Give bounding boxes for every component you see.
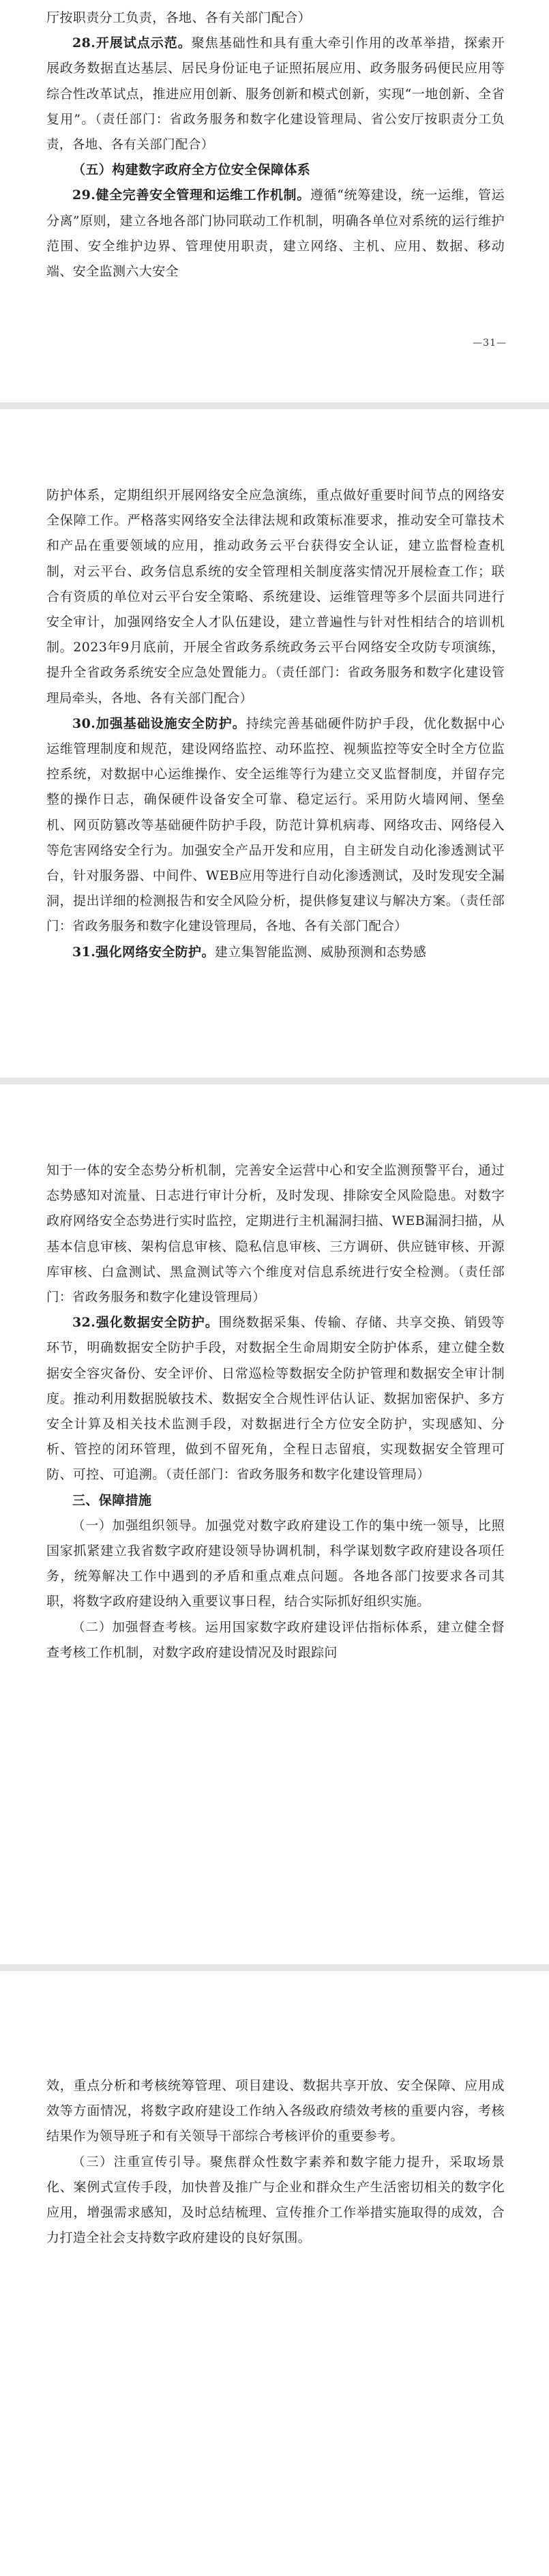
- paragraph-safeguard-1: （一）加强组织领导。加强党对数字政府建设工作的集中统一领导，比照国家抓紧建立我省数字政府建设领导协调机制，科学谋划数字政府建设各项任务，统筹解决工作中遇到的矛盾和重点难点问题。各地各部门按要求各司其职，将数字政府建设纳入重要议事日程，结合实际抓好组织实施。: [46, 1518, 505, 1610]
- item-lead: 30.加强基础设施安全防护。: [72, 715, 246, 731]
- paragraph-item-28: 28.开展试点示范。聚焦基础性和具有重大牵引作用的改革举措，探索开展政务数据直达基层、居民身份证电子证照拓展应用、政务服务码便民应用等综合性改革试点，推进应用创新、服务创新和模式创新，实现“一地创新、全省复用”。（责任部门：省政务服务和数字化建设管理局、省公安厅按职责分工负责，各地、各有关部门配合）: [46, 35, 505, 153]
- item-lead: 29.健全完善安全管理和运维工作机制。: [72, 188, 310, 203]
- page-number: —31—: [473, 338, 507, 349]
- document-page-34: [0, 1971, 549, 2576]
- responsibility-note: （责任部门：省政务服务和数字化建设管理局牵头，各地、各有关部门配合）: [46, 666, 505, 706]
- page-body: [46, 5, 505, 284]
- paragraph-continuation: 厅按职责分工负责，各地、各有关部门配合）: [46, 10, 312, 25]
- paragraph-item-30: 30.加强基础设施安全防护。持续完善基础硬件防护手段，优化数据中心运维管理制度和规范，建设网络监控、动环监控、视频监控等安全时全方位监控系统，对数据中心运维操作、安全运维等行为建立交叉监督制度，并留存完整的操作日志，确保硬件设备安全可靠、稳定运行。采用防火墙网闸、堡垒机、网页防篡改等基础硬件防护手段，防范计算机病毒、网络攻击、网络侵入等危害网络安全行为。加强安全产品开发和应用，自主研发自动化渗透测试平台，针对服务器、中间件、WEB应用等进行自动化渗透测试，及时发现安全漏洞，提出详细的检测报告和安全风险分析，提供修复建议与解决方案。（责任部门：省政务服务和数字化建设管理局，各地、各有关部门配合）: [46, 715, 505, 934]
- paragraph-continuation: 知于一体的安全态势分析机制，完善安全运营中心和安全监测预警平台，通过态势感知对流量、日志进行审计分析，及时发现、排除安全风险隐患。对数字政府网络安全态势进行实时监控，定期进行主机漏洞扫描、WEB漏洞扫描，从基本信息审核、架构信息审核、隐私信息审核、三方调研、供应链审核、开源库审核、白盒测试、黑盒测试等六个维度对信息系统进行安全检测。（责任部门：省政务服务和数字化建设管理局）: [46, 1163, 505, 1305]
- subheading: （三）注重宣传引导。: [72, 2155, 210, 2170]
- subheading: （一）加强组织领导。: [72, 1518, 205, 1533]
- paragraph-item-32: 32.强化数据安全防护。围绕数据采集、传输、存储、共享交换、销毁等环节，明确数据安全防护手段，对数据全生命周期安全防护体系，建立健全数据安全容灾备份、安全评价、日常巡检等数据安全防护管理和数据安全审计制度。推动利用数据脱敏技术、数据安全合规性评估认证、数据加密保护、多方安全计算及相关技术监测手段，对数据进行全方位安全防护，实现感知、分析、管控的闭环管理，做到不留死角，全程日志留痕，实现数据安全管理可防、可控、可追溯。（责任部门：省政务服务和数字化建设管理局）: [46, 1315, 505, 1483]
- paragraph-item-31: 31.强化网络安全防护。建立集智能监测、威胁预测和态势感: [72, 944, 427, 960]
- subheading: （二）加强督查考核。: [72, 1620, 205, 1635]
- responsibility-note: （责任部门：省政务服务和数字化建设管理局，各地、各有关部门配合）: [46, 894, 505, 934]
- item-lead: 28.开展试点示范。: [72, 35, 192, 51]
- page-body: [46, 483, 505, 965]
- document-page-31: [0, 0, 549, 402]
- item-lead: 32.强化数据安全防护。: [72, 1315, 219, 1331]
- responsibility-note: （责任部门：省政务服务和数字化建设管理局）: [165, 1468, 430, 1483]
- document-page-32: [0, 409, 549, 1078]
- paragraph-continuation: 效，重点分析和考核统筹管理、项目建设、数据共享开放、安全保障、应用成效等方面情况，将数字政府建设工作纳入各级政府绩效考核的重要内容，考核结果作为领导班子和有关领导干部综合考核评价的重要参考。: [46, 2078, 505, 2144]
- page-body: [46, 2073, 505, 2251]
- paragraph-safeguard-3: （三）注重宣传引导。聚焦群众性数字素养和数字能力提升，采取场景化、案例式宣传手段，加快普及推广与企业和群众生产生活密切相关的数字化应用，增强需求感知，及时总结梳理、宣传推介工作举措实施取得的成效，合力打造全社会支持数字政府建设的良好氛围。: [46, 2154, 505, 2246]
- paragraph-item-29: 29.健全完善安全管理和运维工作机制。遵循“统筹建设，统一运维，管运分离”原则，建立各地各部门协同联动工作机制，明确各单位对系统的运行维护范围、安全维护边界、管理使用职责，建立网络、主机、应用、数据、移动端、安全监测六大安全: [46, 188, 505, 280]
- document-page-33: [0, 1084, 549, 1964]
- responsibility-note: （责任部门：省政务服务和数字化建设管理局、省公安厅按职责分工负责，各地、各有关部门配合）: [46, 112, 505, 153]
- responsibility-note: （责任部门：省政务服务和数字化建设管理局）: [46, 1264, 505, 1305]
- section-heading-safeguards: 三、保障措施: [72, 1492, 152, 1508]
- paragraph-continuation: 防护体系，定期组织开展网络安全应急演练，重点做好重要时间节点的网络安全保障工作。严格落实网络安全法律法规和政策标准要求，推动安全可靠技术和产品在重要领域的应用，推动政务云平台获得安全认证，建立监督检查机制，对云平台、政务信息系统的安全管理相关制度落实情况开展检查工作；联合有资质的单位对云平台安全策略、系统建设、运维管理等多个层面共同进行安全审计，加强网络安全人才队伍建设，建立普遍性与针对性相结合的培训机制。2023年9月底前，开展全省政务系统政务云平台网络安全攻防专项演练，提升全省政务系统安全应急处置能力。（责任部门：省政务服务和数字化建设管理局牵头，各地、各有关部门配合）: [46, 488, 505, 706]
- page-body: [46, 1158, 505, 1665]
- section-heading: （五）构建数字政府全方位安全保障体系: [72, 162, 311, 178]
- item-lead: 31.强化网络安全防护。: [72, 944, 215, 960]
- paragraph-safeguard-2: （二）加强督查考核。运用国家数字政府建设评估指标体系，建立健全督查考核工作机制，对数字政府建设情况及时跟踪问: [46, 1619, 505, 1660]
